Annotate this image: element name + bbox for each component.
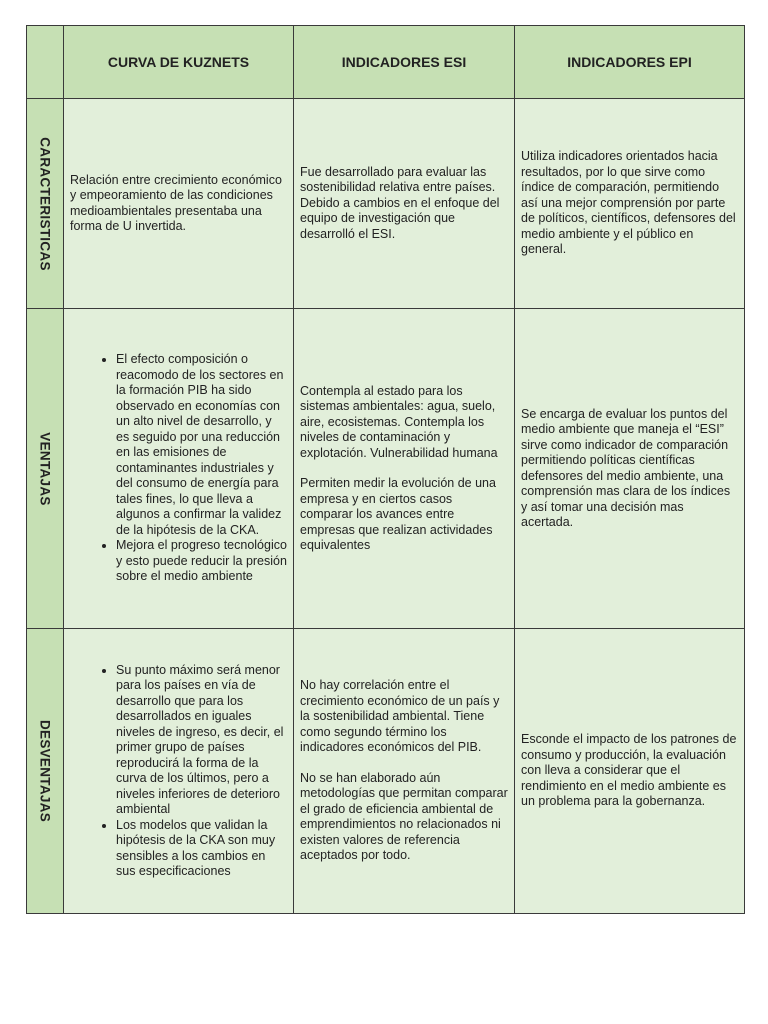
cell-caracteristicas-kuznets [64, 99, 294, 309]
comparison-table [26, 25, 745, 914]
header-epi: INDICADORES EPI [515, 26, 745, 99]
row-ventajas [27, 309, 745, 629]
bullet-list [64, 352, 293, 585]
header-kuznets: CURVA DE KUZNETS [64, 26, 294, 99]
cell-ventajas-kuznets [64, 309, 294, 629]
bullet-list [64, 663, 293, 880]
text-caracteristicas-kuznets: Relación entre crecimiento económico y empeoramiento de las condiciones medioambientales presentaba una forma de U invertida. [70, 172, 282, 233]
row-label-cell [27, 99, 64, 309]
text-caracteristicas-esi: Fue desarrollado para evaluar las sostenibilidad relativa entre países. Debido a cambios en el enfoque del equipo de investigación que desarrolló el ESI. [300, 164, 500, 241]
row-caracteristicas [27, 99, 745, 309]
list-item: • Su punto máximo será menor para los países en vía de desarrollo que para los desarrollados en iguales niveles de ingreso, es decir, el primer grupo de países reproducirá la forma de la curva de los últimos, pero a niveles inferiores de deterioro ambiental [116, 663, 287, 818]
row-label-desventajas: DESVENTAJAS [37, 719, 53, 823]
header-corner [27, 26, 64, 99]
cell-desventajas-esi [294, 629, 515, 914]
text-ventajas-epi: Se encarga de evaluar los puntos del medio ambiente que maneja el “ESI” sirve como indicador de comparación permitiendo políticas científicas defensores del medio ambiente, una comprensión mas clara de los índices y así tomar una decisión mas acertada. [521, 406, 731, 529]
row-label-caracteristicas: CARACTERISTICAS [37, 136, 53, 271]
text-desventajas-epi: Esconde el impacto de los patrones de consumo y producción, la evaluación con lleva a considerar que el rendimiento en el medio ambiente es un problema para la gobernanza. [521, 732, 737, 809]
row-label-cell [27, 629, 64, 914]
cell-ventajas-esi [294, 309, 515, 629]
text-ventajas-esi-2: Permiten medir la evolución de una empresa y en ciertos casos comparar los avances entre empresas que realizan actividades equivalentes [300, 476, 496, 552]
list-item: • Mejora el progreso tecnológico y esto puede reducir la presión sobre el medio ambiente [116, 538, 287, 585]
text-desventajas-esi-2: No se han elaborado aún metodologías que permitan comparar el grado de eficiencia ambiental de emprendimientos no relacionados ni existen valores de referencia aceptados por todo. [300, 770, 508, 863]
row-label-cell [27, 309, 64, 629]
list-item: • Los modelos que validan la hipótesis de la CKA son muy sensibles a los cambios en sus especificaciones [116, 818, 287, 880]
text-desventajas-esi-1: No hay correlación entre el crecimiento económico de un país y la sostenibilidad ambiental. Tiene como segundo término los indicadores económicos del PIB. [300, 678, 500, 755]
row-label-ventajas: VENTAJAS [37, 431, 53, 506]
cell-caracteristicas-epi [515, 99, 745, 309]
text-ventajas-esi-1: Contempla al estado para los sistemas ambientales: agua, suelo, aire, ecosistemas. Contempla los niveles de contaminación y explotación. Vulnerabilidad humana [300, 383, 498, 460]
header-esi: INDICADORES ESI [294, 26, 515, 99]
cell-desventajas-epi [515, 629, 745, 914]
text-caracteristicas-epi: Utiliza indicadores orientados hacia resultados, por lo que sirve como índice de comparación, permitiendo así una mejor comprensión por parte de políticos, científicos, defensores del medio ambiente y el público en general. [521, 149, 736, 257]
cell-caracteristicas-esi [294, 99, 515, 309]
list-item: • El efecto composición o reacomodo de los sectores en la formación PIB ha sido observado en economías con un alto nivel de desarrollo, y es seguido por una reducción en las emisiones de contaminantes industriales y del consumo de energía para tales fines, lo que lleva a algunos a confirmar la validez de la hipótesis de la CKA. [116, 352, 287, 538]
cell-desventajas-kuznets [64, 629, 294, 914]
cell-ventajas-epi [515, 309, 745, 629]
header-row [27, 26, 745, 99]
row-desventajas [27, 629, 745, 914]
